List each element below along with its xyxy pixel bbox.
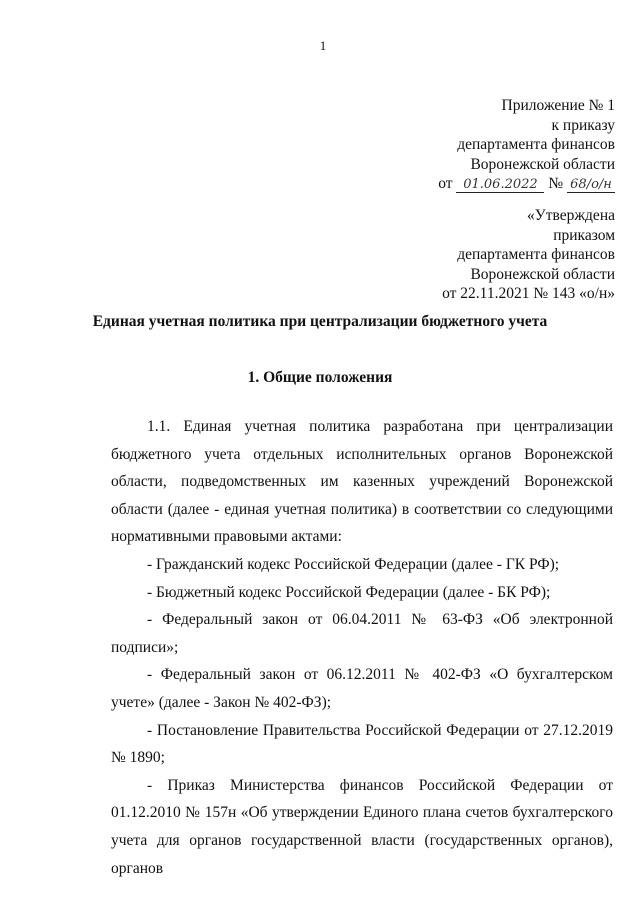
paragraph: - Постановление Правительства Российской Федерации от 27.12.2019 № 1890; [111,721,613,767]
attachment-line: Приложение № 1 [501,97,615,114]
section-title: 1. Общие положения [247,369,393,386]
number-prefix: № [548,175,564,192]
paragraph: - Федеральный закон от 06.12.2011 № 402-ФЗ «О бухгалтерском учете» (далее - Закон № 402-ФЗ); [111,666,613,711]
date-prefix: от [438,175,453,192]
approval-line: приказом [553,226,615,244]
paragraph: - Гражданский кодекс Российской Федерации (далее - ГК РФ); [147,555,560,573]
document-title: Единая учетная политика при централизации бюджетного учета [92,313,548,330]
body-text [111,413,613,882]
paragraph: - Приказ Министерства финансов Российской Федерации от 01.12.2010 № 157н «Об утверждении Единого плана счетов бухгалтерского учета для органов государственной власти (государственных органов), органов [111,776,613,877]
paragraph: - Федеральный закон от 06.04.2011 № 63-ФЗ «Об электронной подписи»; [111,611,613,656]
attachment-line: к приказу [551,116,615,134]
approval-line: департамента финансов [457,246,615,263]
approval-line: от 22.11.2021 № 143 «о/н» [442,285,615,302]
attachment-line: Воронежской области [470,155,615,173]
paragraph: 1.1. Единая учетная политика разработана при централизации бюджетного учета отдельных исполнительных органов Воронежской области, подведомственных им казенных учреждений Воронежской области (далее - единая учетная политика) в соответствии со следующими нормативными правовыми актами: [111,418,613,546]
attachment-line: департамента финансов [457,136,615,153]
attachment-header [438,96,615,194]
handwritten-number: 68/о/н [567,177,615,193]
approval-line: Воронежской области [470,265,615,283]
approval-line: «Утверждена [526,207,615,224]
paragraph: - Бюджетный кодекс Российской Федерации (далее - БК РФ); [147,583,551,601]
approval-header [442,206,615,304]
page-number: 1 [319,38,327,53]
handwritten-date: 01.06.2022 [456,177,544,193]
attachment-date-line [438,174,615,194]
